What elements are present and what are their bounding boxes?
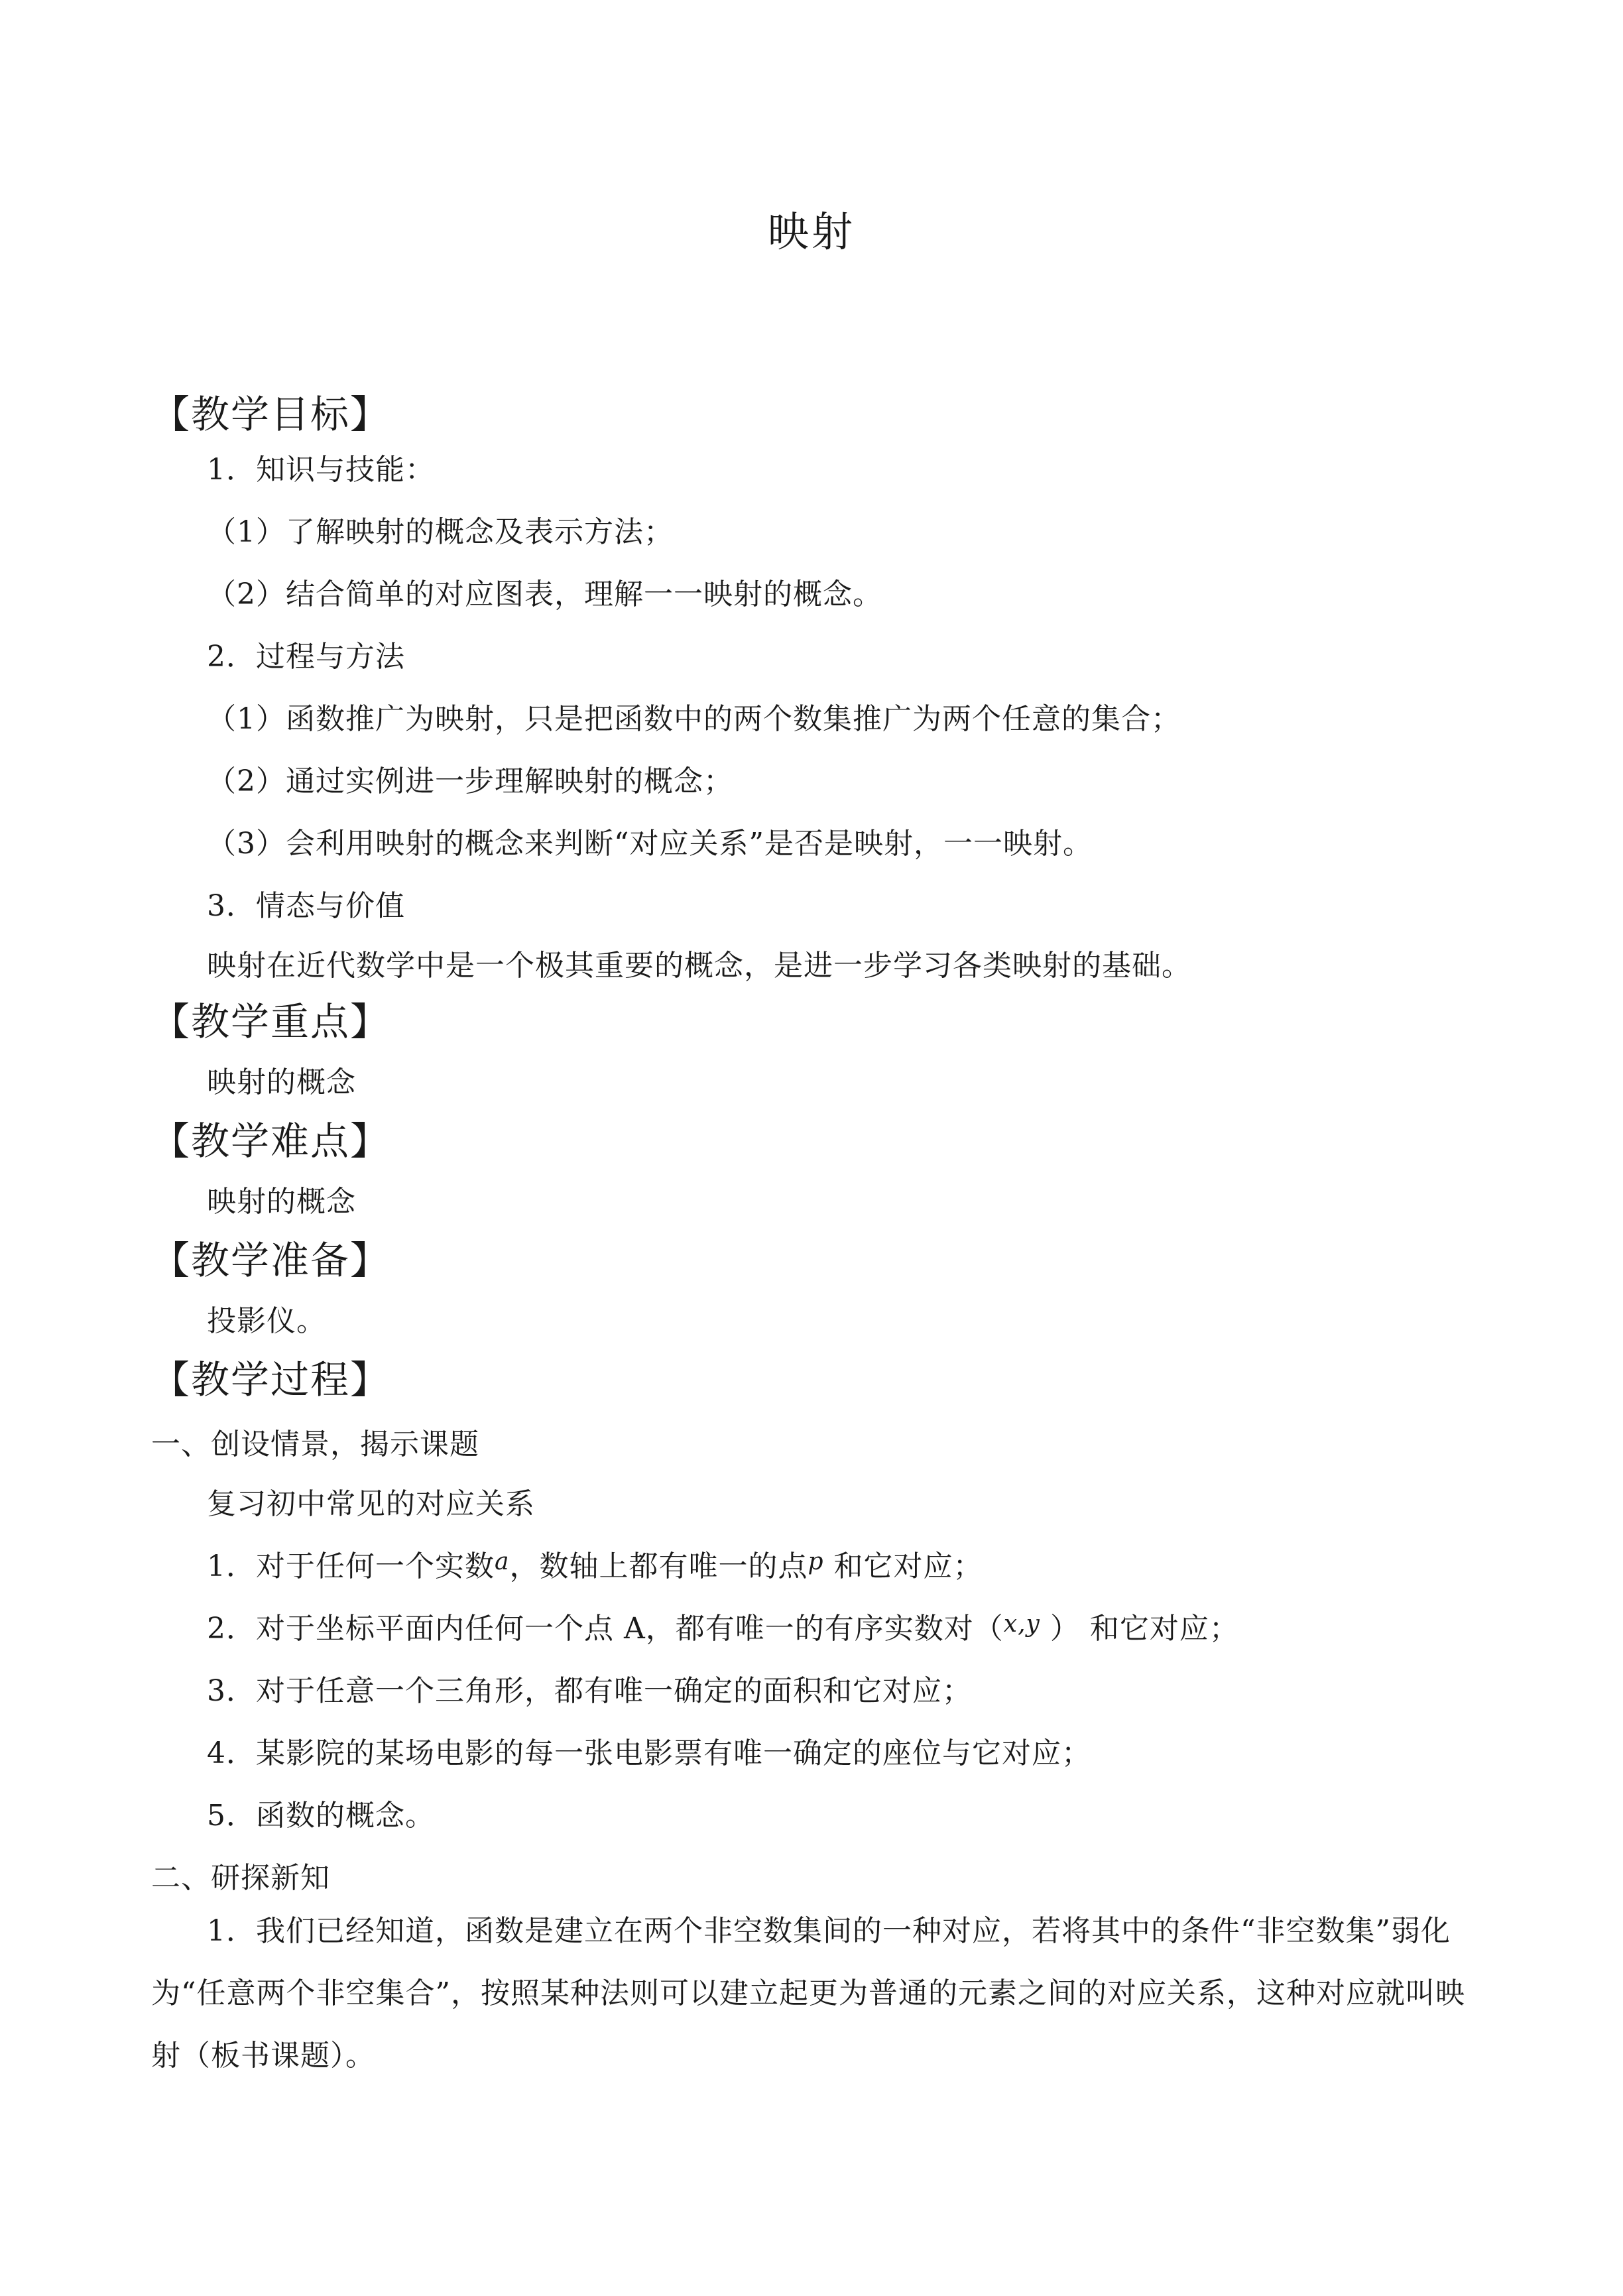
objective-3: 3．情态与价值: [207, 889, 405, 923]
math-var-xy: x,y: [1003, 1610, 1040, 1638]
section-heading-preparation: 【教学准备】: [151, 1238, 391, 1283]
objective-2: 2．过程与方法: [207, 640, 405, 674]
review-item-2-text-b: ） 和它对应；: [1040, 1612, 1239, 1646]
math-var-a: a: [495, 1548, 510, 1575]
process-part-1-heading: 一、创设情景，揭示课题: [151, 1427, 479, 1461]
review-item-2: [207, 1604, 1239, 1647]
objective-2a: （1）函数推广为映射，只是把函数中的两个数集推广为两个任意的集合；: [207, 702, 1181, 736]
review-line: 复习初中常见的对应关系: [207, 1487, 535, 1521]
new-knowledge-paragraph-1-text: 1．我们已经知道，函数是建立在两个非空数集间的一种对应，若将其中的条件“非空数集”弱化为“任意两个非空集合”，按照某种法则可以建立起更为普通的元素之间的对应关系，这种对应就叫映射（板书课题）。: [151, 1914, 1465, 2073]
objective-3a: 映射在近代数学中是一个极其重要的概念，是进一步学习各类映射的基础。: [207, 949, 1191, 983]
review-item-1-text-a: 1．对于任何一个实数: [207, 1549, 495, 1583]
math-var-p: p: [808, 1548, 824, 1575]
review-item-1-text-b: ，数轴上都有唯一的点: [509, 1549, 808, 1583]
process-part-2-heading: 二、研探新知: [151, 1861, 330, 1895]
review-item-1-text-c: 和它对应；: [823, 1549, 983, 1583]
section-heading-objectives: 【教学目标】: [151, 392, 391, 437]
section-heading-difficulty: 【教学难点】: [151, 1118, 391, 1164]
objective-2c: （3）会利用映射的概念来判断“对应关系”是否是映射，一一映射。: [207, 827, 1093, 861]
new-knowledge-paragraph-1: [151, 1900, 1490, 2087]
review-item-2-text-a: 2．对于坐标平面内任何一个点 A，都有唯一的有序实数对（: [207, 1612, 1004, 1646]
objective-1b: （2）结合简单的对应图表，理解一一映射的概念。: [207, 577, 882, 611]
review-item-4: 4．某影院的某场电影的每一张电影票有唯一确定的座位与它对应；: [207, 1736, 1091, 1770]
section-heading-key-point: 【教学重点】: [151, 999, 391, 1044]
review-item-1: [207, 1542, 983, 1585]
difficulty-text: 映射的概念: [207, 1185, 356, 1219]
page-title: 映射: [767, 208, 855, 256]
objective-1: 1．知识与技能：: [207, 453, 435, 487]
preparation-text: 投影仪。: [207, 1304, 326, 1338]
review-item-5: 5．函数的概念。: [207, 1799, 435, 1833]
key-point-text: 映射的概念: [207, 1065, 356, 1099]
section-heading-process: 【教学过程】: [151, 1357, 391, 1402]
objective-2b: （2）通过实例进一步理解映射的概念；: [207, 764, 733, 798]
objective-1a: （1）了解映射的概念及表示方法；: [207, 515, 674, 549]
review-item-3: 3．对于任意一个三角形，都有唯一确定的面积和它对应；: [207, 1674, 972, 1708]
